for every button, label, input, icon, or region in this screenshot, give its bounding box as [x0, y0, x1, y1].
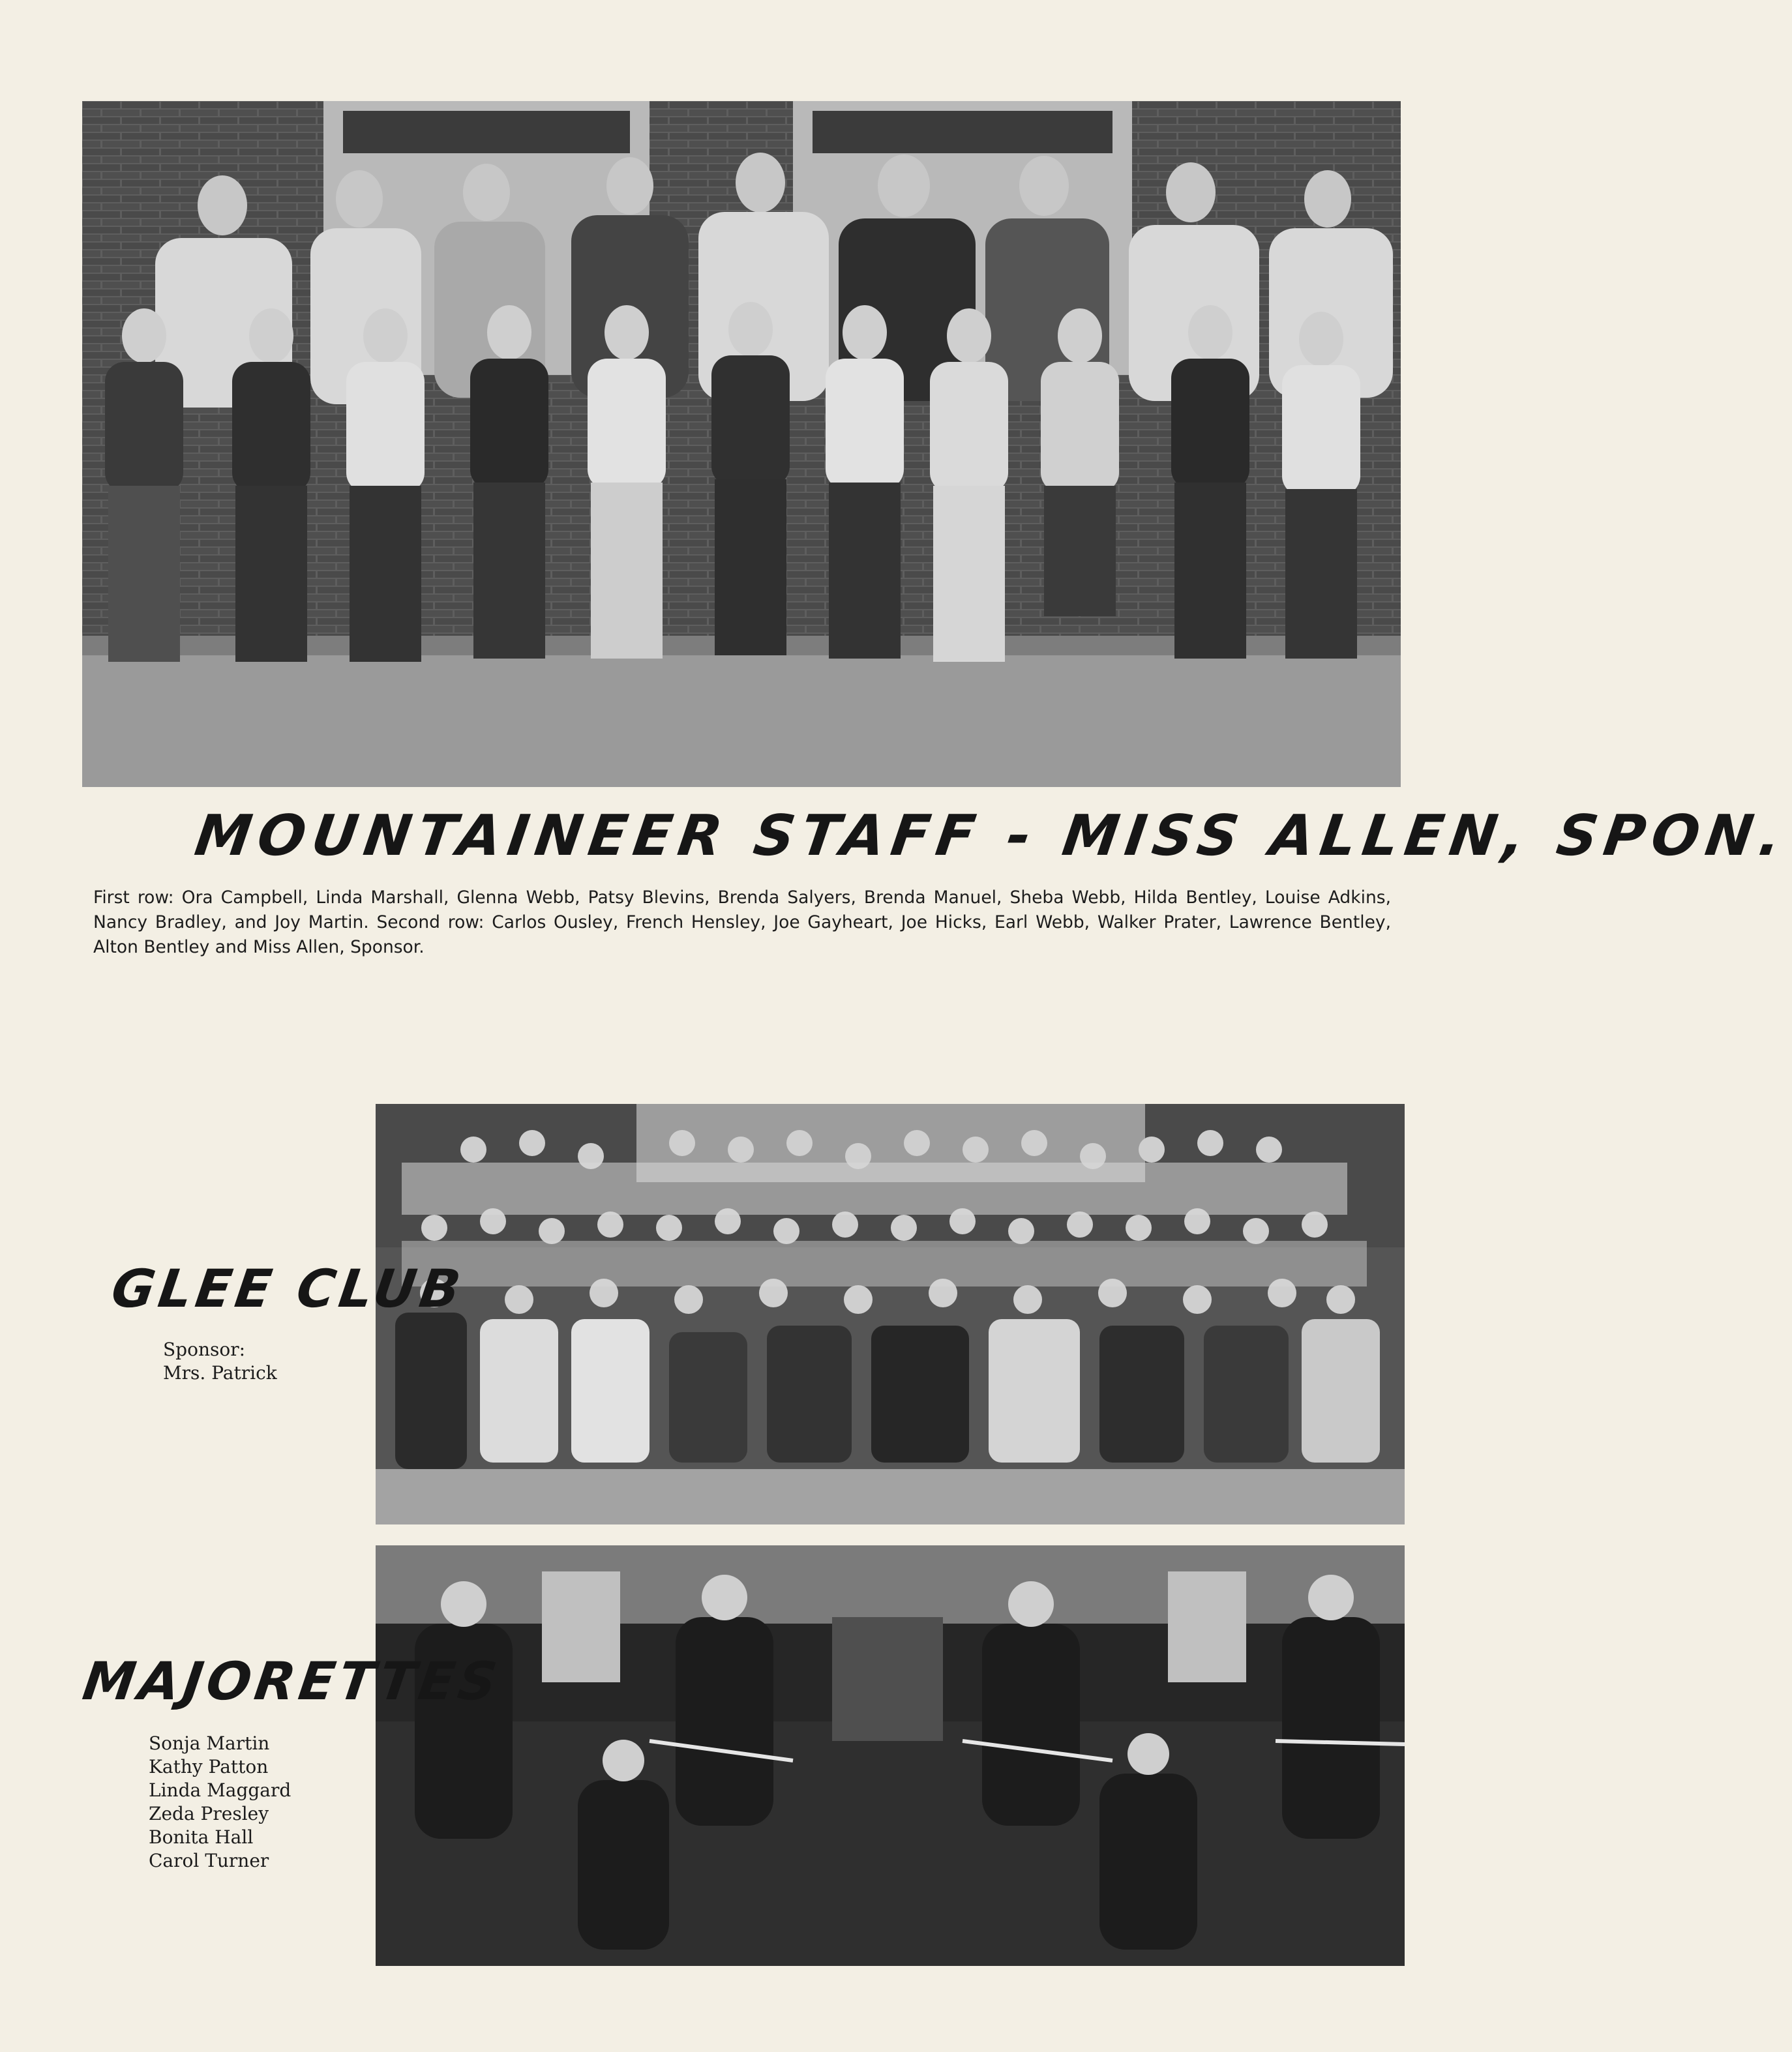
glee-sponsor-label: Sponsor:	[163, 1339, 246, 1360]
majorette-name: Linda Maggard	[149, 1779, 291, 1801]
glee-club-photo	[376, 1104, 1405, 1524]
mountaineer-staff-photo	[82, 101, 1401, 787]
majorette-name: Carol Turner	[149, 1850, 269, 1871]
staff-title: MOUNTAINEER STAFF - MISS ALLEN, SPON.	[190, 803, 1792, 869]
majorette-name: Zeda Presley	[149, 1803, 269, 1824]
majorettes-title: MAJORETTES	[79, 1651, 505, 1712]
majorette-name: Kathy Patton	[149, 1756, 269, 1777]
majorette-name: Bonita Hall	[149, 1826, 254, 1848]
majorettes-photo	[376, 1545, 1405, 1966]
majorettes-names	[149, 1732, 291, 1873]
glee-club-sponsor	[163, 1338, 277, 1385]
staff-caption: First row: Ora Campbell, Linda Marshall, Glenna Webb, Patsy Blevins, Brenda Salyers, Brenda Manuel, Sheba Webb, Hilda Bentley, Louise Adkins, Nancy Bradley, and Joy Martin. Second row: Carlos Ousley, French Hensley, Joe Gayheart, Joe Hicks, Earl Webb, Walker Prater, Lawrence Bentley, Alton Bentley and Miss Allen, Sponsor.	[93, 887, 1391, 957]
majorette-name: Sonja Martin	[149, 1732, 270, 1754]
glee-sponsor-name: Mrs. Patrick	[163, 1362, 277, 1384]
glee-club-title: GLEE CLUB	[108, 1258, 468, 1319]
